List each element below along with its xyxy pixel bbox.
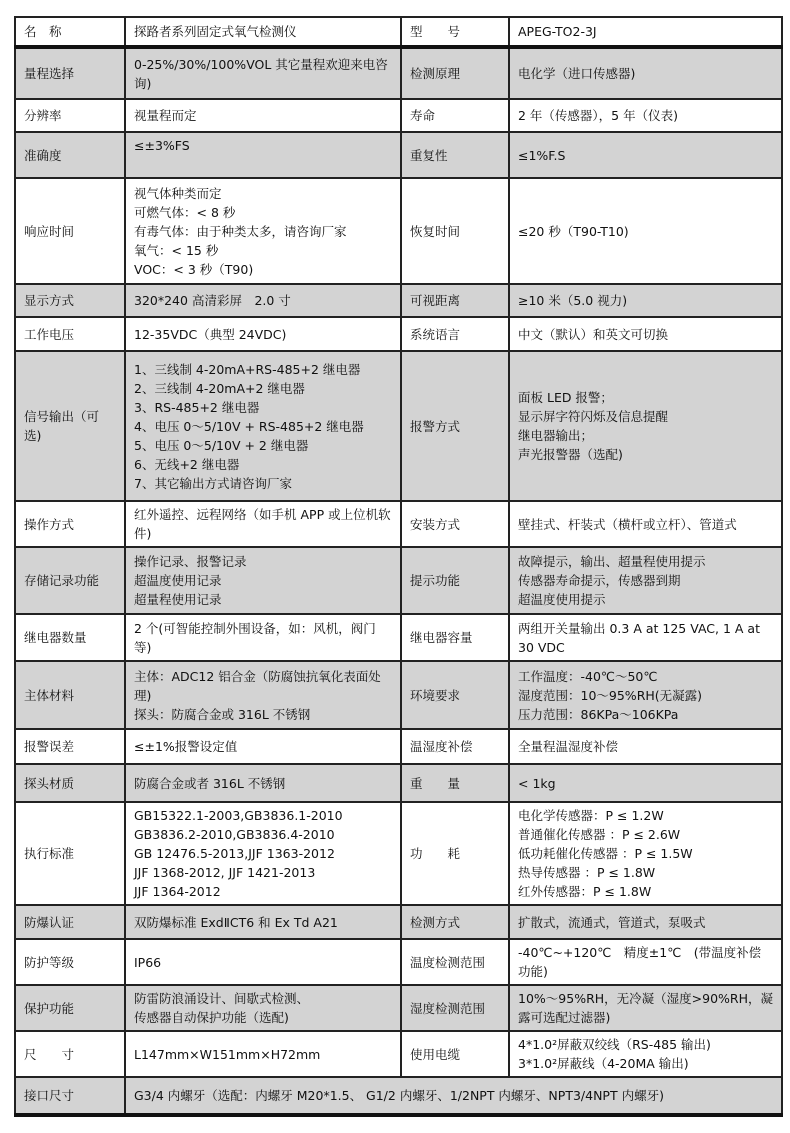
spec-value-line: 探头：防腐合金或 316L 不锈钢 xyxy=(134,706,311,722)
spec-value xyxy=(509,614,782,661)
spec-label-text: 系统语言 xyxy=(410,326,461,342)
spec-value xyxy=(509,661,782,729)
spec-value-line: GB 12476.5-2013,JJF 1363-2012 xyxy=(134,846,335,861)
spec-value-line: 超温度使用记录 xyxy=(134,573,222,588)
spec-label-text: 探头材质 xyxy=(24,775,75,791)
spec-value-line: 6、无线+2 继电器 xyxy=(134,456,240,472)
spec-label-text: 环境要求 xyxy=(410,687,461,703)
spec-label-text: 量程选择 xyxy=(24,66,75,81)
spec-label-text: 恢复时间 xyxy=(410,223,461,239)
spec-label-text: 信号输出（可选) xyxy=(24,409,100,443)
spec-value xyxy=(509,47,782,99)
spec-value-line: 超量程使用记录 xyxy=(134,592,222,607)
spec-value-line: 工作温度：-40℃～50℃ xyxy=(518,668,658,684)
spec-row xyxy=(15,939,782,985)
spec-label xyxy=(15,501,125,547)
spec-value-line: 防雷防浪涌设计、间歇式检测、 xyxy=(134,991,310,1006)
spec-value xyxy=(509,17,782,47)
spec-value-line: VOC：< 3 秒（T90) xyxy=(134,261,254,277)
spec-label xyxy=(15,661,125,729)
spec-label xyxy=(401,501,509,547)
spec-label-text: 检测方式 xyxy=(410,914,461,930)
spec-label xyxy=(15,764,125,802)
spec-label xyxy=(15,132,125,178)
spec-value xyxy=(125,1077,782,1115)
spec-label-text: 继电器容量 xyxy=(410,630,473,645)
spec-value xyxy=(125,729,401,764)
spec-label xyxy=(15,47,125,99)
spec-row xyxy=(15,764,782,802)
spec-value-line: 电化学（进口传感器) xyxy=(518,66,636,81)
spec-label xyxy=(401,802,509,905)
spec-value-line: 双防爆标准 ExdⅡCT6 和 Ex Td A21 xyxy=(134,914,338,930)
spec-label-text: 显示方式 xyxy=(24,293,75,308)
spec-value-line: 探路者系列固定式氧气检测仪 xyxy=(134,24,297,39)
spec-label xyxy=(15,729,125,764)
spec-value-line: 12-35VDC（典型 24VDC) xyxy=(134,326,287,342)
spec-value-text: G3/4 内螺牙（选配：内螺牙 M20*1.5、 G1/2 内螺牙、1/2NPT 内螺牙、NPT3/4NPT 内螺牙) xyxy=(134,1088,664,1103)
spec-value-line: 两组开关量输出 0.3 A at 125 VAC, 1 A at 30 VDC xyxy=(518,620,760,655)
spec-value xyxy=(125,99,401,132)
spec-value-line: 壁挂式、杆装式（横杆或立杆）、管道式 xyxy=(518,516,737,532)
spec-label-text: 温湿度补偿 xyxy=(410,739,473,754)
spec-label xyxy=(401,905,509,939)
spec-label xyxy=(15,802,125,905)
spec-label xyxy=(401,284,509,317)
spec-value-line: 4*1.0²屏蔽双绞线（RS-485 输出) xyxy=(518,1037,711,1052)
spec-value xyxy=(509,178,782,284)
spec-value-line: 视量程而定 xyxy=(134,108,197,123)
spec-value xyxy=(509,317,782,351)
spec-value xyxy=(125,284,401,317)
spec-value-line: 视气体种类而定 xyxy=(134,185,222,201)
spec-value-line: ≤20 秒（T90-T10) xyxy=(518,223,629,239)
spec-value-line: 4、电压 0～5/10V + RS-485+2 继电器 xyxy=(134,418,364,434)
spec-value-line: L147mm×W151mm×H72mm xyxy=(134,1046,321,1062)
spec-label xyxy=(15,905,125,939)
spec-label xyxy=(401,351,509,501)
spec-value xyxy=(125,351,401,501)
spec-label xyxy=(15,17,125,47)
spec-value-line: 全量程温湿度补偿 xyxy=(518,739,619,754)
spec-label xyxy=(401,47,509,99)
spec-label xyxy=(15,939,125,985)
spec-label-text: 分辨率 xyxy=(24,108,62,123)
spec-value xyxy=(509,284,782,317)
spec-value-line: 面板 LED 报警； xyxy=(518,390,613,405)
spec-value-line: 湿度范围：10～95%RH(无凝露) xyxy=(518,687,703,703)
spec-label-text: 重复性 xyxy=(410,147,448,163)
spec-label xyxy=(15,547,125,614)
spec-value-line: < 1kg xyxy=(518,775,556,791)
spec-value-line: 2 年（传感器），5 年（仪表) xyxy=(518,108,678,123)
spec-row xyxy=(15,501,782,547)
spec-label-text: 接口尺寸 xyxy=(24,1088,75,1103)
spec-table xyxy=(14,16,783,1117)
spec-row xyxy=(15,47,782,99)
spec-value-line: 主体：ADC12 铝合金（防腐蚀抗氧化表面处理) xyxy=(134,668,381,703)
spec-value xyxy=(509,99,782,132)
spec-value-line: GB15322.1-2003,GB3836.1-2010 xyxy=(134,808,343,823)
spec-label-text: 使用电缆 xyxy=(410,1046,461,1062)
spec-label xyxy=(401,132,509,178)
spec-value-line: JJF 1364-2012 xyxy=(134,884,221,899)
spec-value xyxy=(125,1031,401,1077)
spec-label xyxy=(401,1031,509,1077)
spec-value-line: 热导传感器 ：P ≤ 1.8W xyxy=(518,865,656,880)
spec-value-line: 0-25%/30%/100%VOL 其它量程欢迎来电咨询) xyxy=(134,56,388,91)
spec-value-line: 2、三线制 4-20mA+2 继电器 xyxy=(134,380,305,396)
spec-label-text: 温度检测范围 xyxy=(410,954,486,970)
spec-value xyxy=(509,351,782,501)
spec-value xyxy=(125,614,401,661)
spec-row xyxy=(15,351,782,501)
spec-value xyxy=(125,501,401,547)
spec-value xyxy=(509,547,782,614)
spec-label xyxy=(401,661,509,729)
spec-value xyxy=(125,178,401,284)
spec-label xyxy=(15,985,125,1031)
spec-value-line: 氧气：< 15 秒 xyxy=(134,242,219,258)
spec-row xyxy=(15,985,782,1031)
spec-label-text: 报警误差 xyxy=(24,739,75,754)
spec-row xyxy=(15,284,782,317)
spec-label xyxy=(15,1031,125,1077)
spec-value-line: 传感器自动保护功能（选配) xyxy=(134,1010,289,1025)
spec-value-line: 传感器寿命提示，传感器到期 xyxy=(518,573,681,588)
spec-label-text: 防护等级 xyxy=(24,954,75,970)
spec-row xyxy=(15,802,782,905)
spec-label-text: 准确度 xyxy=(24,147,62,163)
spec-label-text: 存储记录功能 xyxy=(24,573,100,588)
spec-label xyxy=(401,547,509,614)
spec-label-text: 响应时间 xyxy=(24,223,75,239)
spec-label-text: 型 号 xyxy=(410,24,461,39)
spec-value-line: 继电器输出； xyxy=(518,428,594,443)
spec-value xyxy=(125,547,401,614)
spec-value-line: 10%～95%RH，无冷凝（湿度>90%RH，凝露可选配过滤器) xyxy=(518,991,773,1025)
spec-label xyxy=(401,178,509,284)
spec-label xyxy=(15,284,125,317)
spec-value xyxy=(509,905,782,939)
spec-value xyxy=(509,764,782,802)
spec-value-line: 7、其它输出方式请咨询厂家 xyxy=(134,475,292,491)
spec-row xyxy=(15,132,782,178)
spec-value-line: 红外遥控、远程网络（如手机 APP 或上位机软件) xyxy=(134,507,391,541)
spec-value xyxy=(125,132,401,178)
spec-label xyxy=(401,764,509,802)
spec-value-line: ≤±3%FS xyxy=(134,138,190,153)
spec-value-line: 扩散式，流通式，管道式，泵吸式 xyxy=(518,914,706,930)
spec-label xyxy=(401,99,509,132)
spec-value xyxy=(509,729,782,764)
spec-value-line: 普通催化传感器 ：P ≤ 2.6W xyxy=(518,827,681,842)
spec-label xyxy=(401,317,509,351)
spec-label-text: 保护功能 xyxy=(24,1000,75,1016)
spec-label-text: 安装方式 xyxy=(410,516,461,532)
spec-label-text: 尺 寸 xyxy=(24,1046,75,1062)
spec-value-line: JJF 1368-2012, JJF 1421-2013 xyxy=(134,865,316,880)
spec-label xyxy=(15,351,125,501)
spec-row xyxy=(15,1031,782,1077)
spec-label-text: 报警方式 xyxy=(410,418,461,434)
spec-value xyxy=(125,47,401,99)
spec-value xyxy=(509,802,782,905)
spec-value-line: 操作记录、报警记录 xyxy=(134,554,247,569)
spec-label-text: 检测原理 xyxy=(410,66,461,81)
spec-value-line: IP66 xyxy=(134,954,162,970)
spec-value-line: 压力范围：86KPa～106KPa xyxy=(518,706,679,722)
spec-row xyxy=(15,17,782,47)
spec-label xyxy=(401,985,509,1031)
spec-value-line: 防腐合金或者 316L 不锈钢 xyxy=(134,775,286,791)
spec-value xyxy=(509,132,782,178)
spec-label xyxy=(15,1077,125,1115)
spec-value-line: ≥10 米（5.0 视力) xyxy=(518,293,628,308)
spec-label-text: 名 称 xyxy=(24,24,62,39)
spec-value-line: 1、三线制 4-20mA+RS-485+2 继电器 xyxy=(134,361,361,377)
spec-value-line: 电化学传感器：P ≤ 1.2W xyxy=(518,808,664,823)
spec-value-line: 超温度使用提示 xyxy=(518,592,606,607)
spec-label xyxy=(15,317,125,351)
spec-value xyxy=(125,17,401,47)
spec-value xyxy=(125,661,401,729)
spec-row xyxy=(15,99,782,132)
spec-value-line: 3、RS-485+2 继电器 xyxy=(134,399,260,415)
spec-value xyxy=(125,985,401,1031)
spec-label-text: 寿命 xyxy=(410,108,436,123)
spec-label xyxy=(401,729,509,764)
spec-label xyxy=(401,939,509,985)
spec-value xyxy=(125,317,401,351)
spec-value xyxy=(509,1031,782,1077)
spec-value xyxy=(125,802,401,905)
spec-row xyxy=(15,1077,782,1115)
spec-label xyxy=(401,614,509,661)
spec-value-line: 中文（默认）和英文可切换 xyxy=(518,326,669,342)
spec-value-line: APEG-TO2-3J xyxy=(518,24,597,39)
spec-row xyxy=(15,729,782,764)
spec-value-line: 红外传感器：P ≤ 1.8W xyxy=(518,884,652,899)
spec-value xyxy=(509,939,782,985)
spec-value xyxy=(125,939,401,985)
spec-value-line: GB3836.2-2010,GB3836.4-2010 xyxy=(134,827,335,842)
spec-row xyxy=(15,661,782,729)
spec-row xyxy=(15,614,782,661)
spec-label xyxy=(15,614,125,661)
spec-value-line: 声光报警器（选配) xyxy=(518,447,623,462)
spec-value-line: 可燃气体：< 8 秒 xyxy=(134,204,236,220)
spec-value-line: ≤1%F.S xyxy=(518,147,566,163)
spec-row xyxy=(15,905,782,939)
spec-value xyxy=(125,764,401,802)
spec-label-text: 主体材料 xyxy=(24,687,75,703)
spec-row xyxy=(15,547,782,614)
spec-value-line: 3*1.0²屏蔽线（4-20MA 输出) xyxy=(518,1056,689,1071)
spec-row xyxy=(15,317,782,351)
spec-row xyxy=(15,178,782,284)
spec-label-text: 工作电压 xyxy=(24,326,75,342)
spec-value-line: -40℃~+120℃ 精度±1℃ (带温度补偿功能) xyxy=(518,945,762,979)
spec-value-line: 故障提示，输出、超量程使用提示 xyxy=(518,554,706,569)
spec-label-text: 防爆认证 xyxy=(24,914,75,930)
spec-value xyxy=(509,985,782,1031)
spec-label-text: 操作方式 xyxy=(24,516,75,532)
spec-label-text: 湿度检测范围 xyxy=(410,1000,486,1016)
spec-label-text: 可视距离 xyxy=(410,293,461,308)
spec-label-text: 继电器数量 xyxy=(24,630,87,645)
spec-label-text: 执行标准 xyxy=(24,846,75,861)
spec-value-line: ≤±1%报警设定值 xyxy=(134,739,238,754)
spec-value-line: 低功耗催化传感器 ：P ≤ 1.5W xyxy=(518,846,693,861)
spec-value xyxy=(125,905,401,939)
spec-label xyxy=(15,178,125,284)
spec-value-line: 2 个(可智能控制外围设备，如：风机，阀门等) xyxy=(134,620,376,655)
spec-label-text: 功 耗 xyxy=(410,846,461,861)
spec-value-line: 320*240 高清彩屏 2.0 寸 xyxy=(134,293,291,308)
spec-value-line: 显示屏字符闪烁及信息提醒 xyxy=(518,409,669,424)
spec-label xyxy=(15,99,125,132)
spec-value-line: 有毒气体：由于种类太多，请咨询厂家 xyxy=(134,223,347,239)
spec-label xyxy=(401,17,509,47)
spec-value xyxy=(509,501,782,547)
spec-label-text: 提示功能 xyxy=(410,573,461,588)
spec-value-line: 5、电压 0～5/10V + 2 继电器 xyxy=(134,437,309,453)
spec-label-text: 重 量 xyxy=(410,775,461,791)
